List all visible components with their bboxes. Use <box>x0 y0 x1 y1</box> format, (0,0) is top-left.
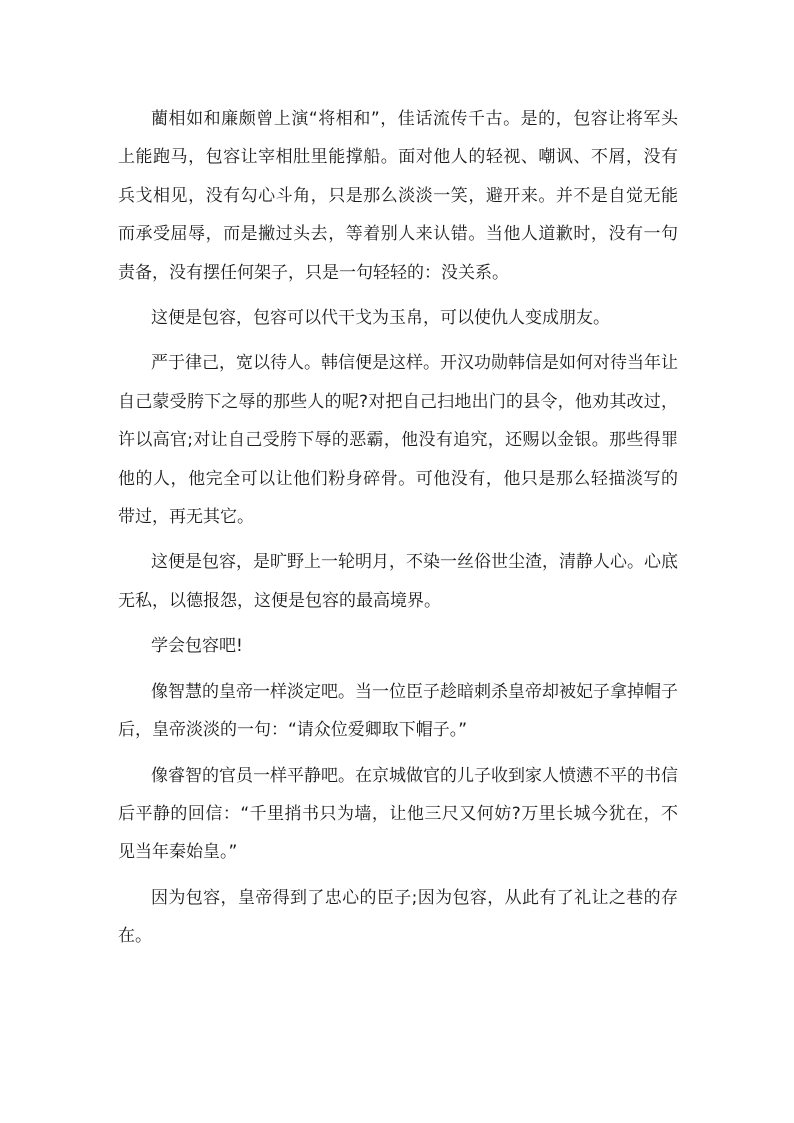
paragraph-7: 像睿智的官员一样平静吧。在京城做官的儿子收到家人愤懑不平的书信后平静的回信：“千里捎书只为墙，让他三尺又何妨?万里长城今犹在，不见当年秦始皇。” <box>118 765 678 863</box>
paragraph-3: 严于律己，宽以待人。韩信便是这样。开汉功勋韩信是如何对待当年让自己蒙受胯下之辱的那些人的呢?对把自己扫地出门的县令，他劝其改过，许以高官;对让自己受胯下辱的恶霸，他没有追究，还赐以金银。那些得罪他的人，他完全可以让他们粉身碎骨。可他没有，他只是那么轻描淡写的带过，再无其它。 <box>118 353 678 528</box>
paragraph-4: 这便是包容，是旷野上一轮明月，不染一丝俗世尘渣，清静人心。心底无私，以德报怨，这便是包容的最高境界。 <box>118 552 678 611</box>
paragraph-2: 这便是包容，包容可以代干戈为玉帛，可以使仇人变成朋友。 <box>151 308 610 329</box>
paragraph-1: 藺相如和廉颇曾上演“将相和”，佳话流传千古。是的，包容让将军头上能跑马，包容让宰相肚里能撑船。面对他人的轻视、嘲讽、不屑，没有兵戈相见，没有勾心斗角，只是那么淡淡一笑，避开来。并不是自觉无能而承受屈辱，而是撇过头去，等着别人来认错。当他人道歉时，没有一句责备，没有摆任何架子，只是一句轻轻的：没关系。 <box>118 109 678 283</box>
essay-body <box>118 100 678 963</box>
paragraph-5: 学会包容吧! <box>151 636 243 657</box>
paragraph-8: 因为包容，皇帝得到了忠心的臣子;因为包容，从此有了礼让之巷的存在。 <box>118 887 678 947</box>
paragraph-6: 像智慧的皇帝一样淡定吧。当一位臣子趁暗刺杀皇帝却被妃子拿掉帽子后，皇帝淡淡的一句：“请众位爱卿取下帽子。” <box>118 681 678 741</box>
